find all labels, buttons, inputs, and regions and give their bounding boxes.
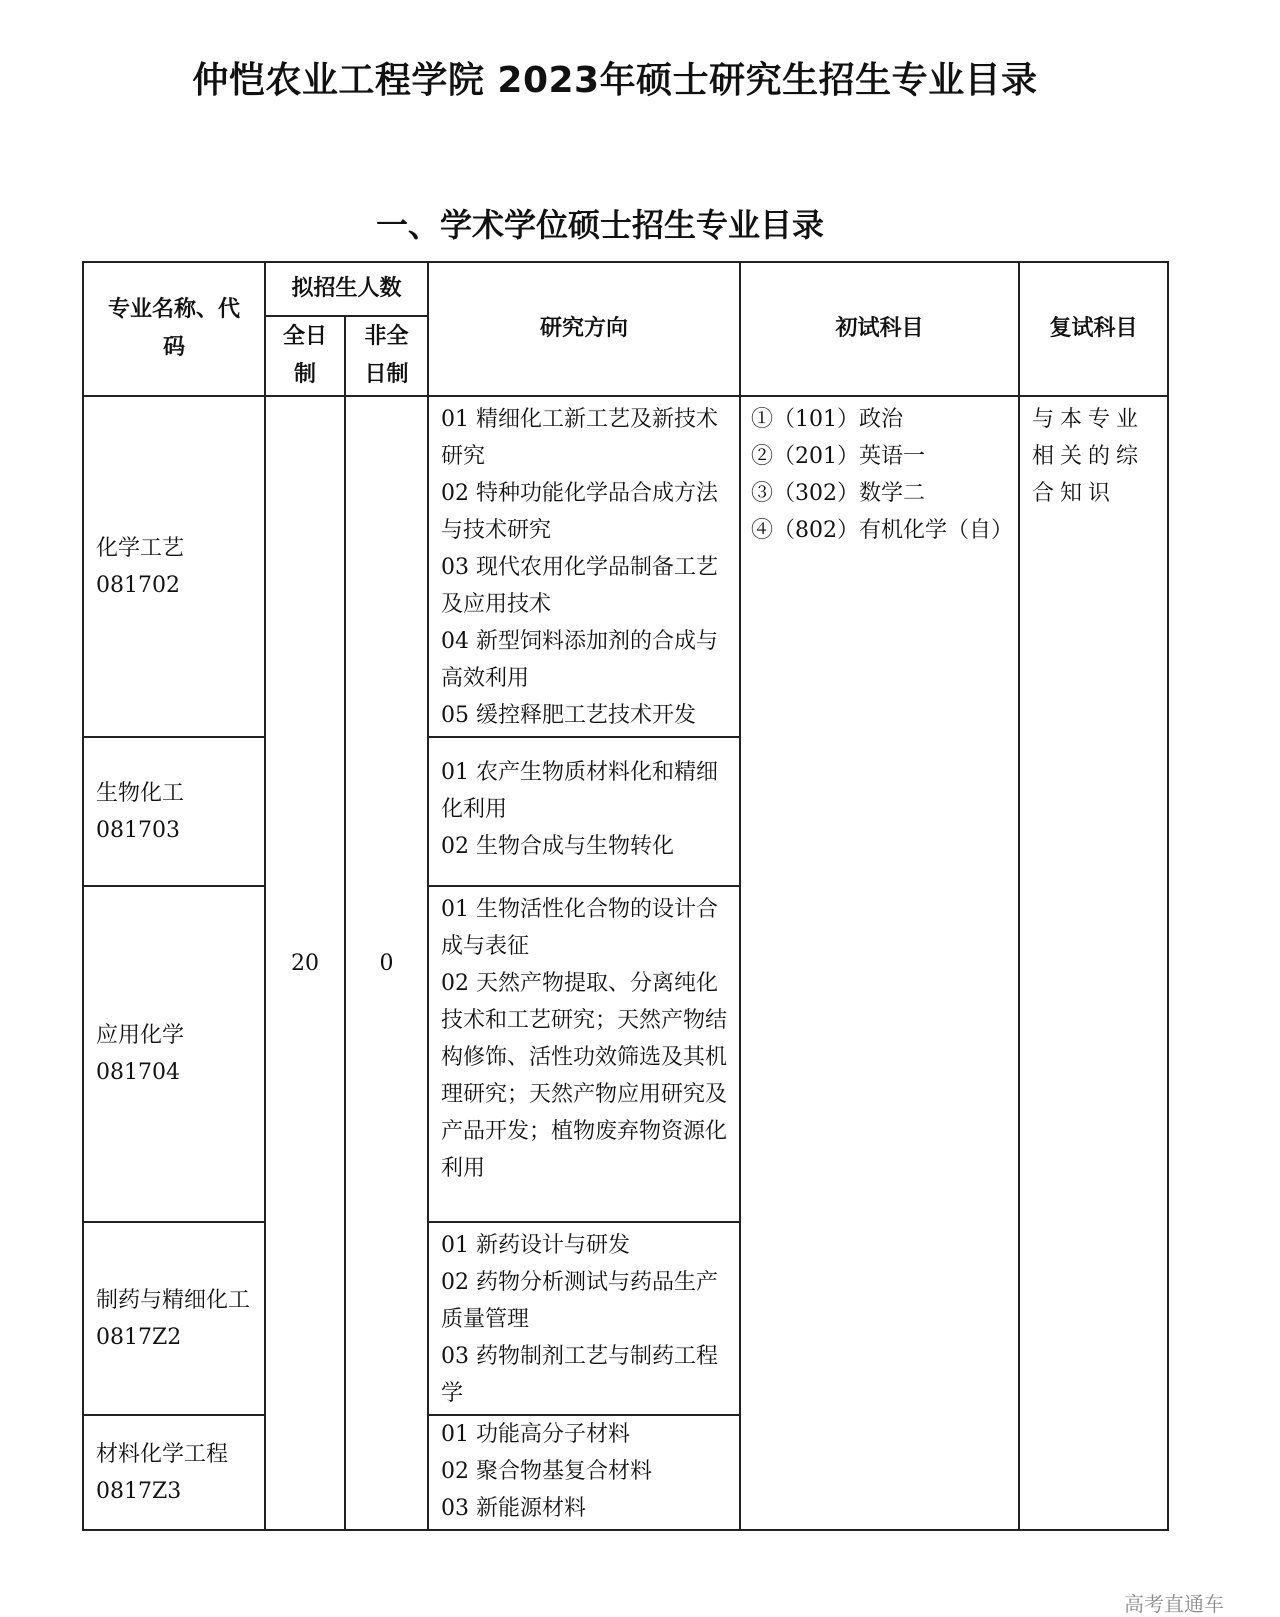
retest-cell <box>1019 396 1168 1530</box>
direction-item: 03 新能源材料 <box>441 1496 587 1521</box>
header-major-label: 专业名称、代码 <box>107 297 240 360</box>
watermark: 高考直通车 <box>1124 1592 1224 1616</box>
major-cell <box>83 396 265 737</box>
first-exam-cell <box>740 396 1019 1530</box>
direction-cell <box>428 396 740 737</box>
direction-cell <box>428 1415 740 1530</box>
direction-item: 05 缓控释肥工艺技术开发 <box>441 703 697 728</box>
section-title: 一、学术学位硕士招生专业目录 <box>375 206 824 244</box>
header-part-time <box>345 316 428 396</box>
direction-item: 04 新型饲料添加剂的合成与高效利用 <box>441 629 719 691</box>
header-direction: 研究方向 <box>428 262 740 396</box>
direction-item: 02 聚合物基复合材料 <box>441 1459 653 1484</box>
major-code: 081702 <box>96 572 180 598</box>
header-major <box>83 262 265 396</box>
direction-cell <box>428 886 740 1222</box>
major-name: 化学工艺 <box>96 535 185 561</box>
major-name: 生物化工 <box>96 780 185 806</box>
direction-cell <box>428 737 740 886</box>
major-code: 081703 <box>96 817 180 843</box>
catalog-table <box>82 261 1169 1531</box>
exam-subject: ③（302）数学二 <box>751 481 926 506</box>
direction-item: 02 药物分析测试与药品生产质量管理 <box>441 1270 719 1332</box>
exam-subject: ②（201）英语一 <box>751 444 926 469</box>
major-cell <box>83 886 265 1222</box>
direction-item: 01 农产生物质材料化和精细化利用 <box>441 760 719 822</box>
direction-item: 02 生物合成与生物转化 <box>441 834 675 859</box>
major-name: 制药与精细化工 <box>96 1287 251 1313</box>
header-first-exam: 初试科目 <box>740 262 1019 396</box>
header-full-time-label: 全日制 <box>282 324 327 387</box>
direction-item: 01 生物活性化合物的设计合成与表征 <box>441 897 719 959</box>
header-part-time-label: 非全日制 <box>364 324 409 387</box>
direction-item: 01 新药设计与研发 <box>441 1233 631 1258</box>
header-retest: 复试科目 <box>1019 262 1168 396</box>
direction-item: 02 特种功能化学品合成方法与技术研究 <box>441 481 719 543</box>
major-name: 材料化学工程 <box>96 1441 229 1467</box>
major-cell <box>83 1415 265 1530</box>
direction-item: 02 天然产物提取、分离纯化技术和工艺研究；天然产物结构修饰、活性功效筛选及其机理研究；天然产物应用研究及产品开发；植物废弃物资源化利用 <box>441 971 728 1181</box>
header-full-time <box>265 316 345 396</box>
major-code: 081704 <box>96 1060 180 1085</box>
major-cell <box>83 737 265 886</box>
direction-item: 01 功能高分子材料 <box>441 1422 631 1447</box>
direction-item: 01 精细化工新工艺及新技术研究 <box>441 407 719 469</box>
direction-item: 03 药物制剂工艺与制药工程学 <box>441 1344 719 1406</box>
quota-full-time: 20 <box>265 396 345 1530</box>
major-name: 应用化学 <box>96 1023 185 1048</box>
direction-cell <box>428 1222 740 1415</box>
major-code: 0817Z3 <box>96 1478 182 1504</box>
header-quota: 拟招生人数 <box>265 262 428 316</box>
exam-subject: ④（802）有机化学（自） <box>751 518 1014 543</box>
major-code: 0817Z2 <box>96 1324 182 1350</box>
exam-subject: ①（101）政治 <box>751 407 904 432</box>
direction-item: 03 现代农用化学品制备工艺及应用技术 <box>441 555 719 617</box>
major-cell <box>83 1222 265 1415</box>
quota-part-time: 0 <box>345 396 428 1530</box>
retest-subjects: 与本专业相关的综合知识 <box>1032 407 1145 506</box>
table-row <box>83 396 1168 737</box>
document-title: 仲恺农业工程学院 2023年硕士研究生招生专业目录 <box>192 60 1038 101</box>
